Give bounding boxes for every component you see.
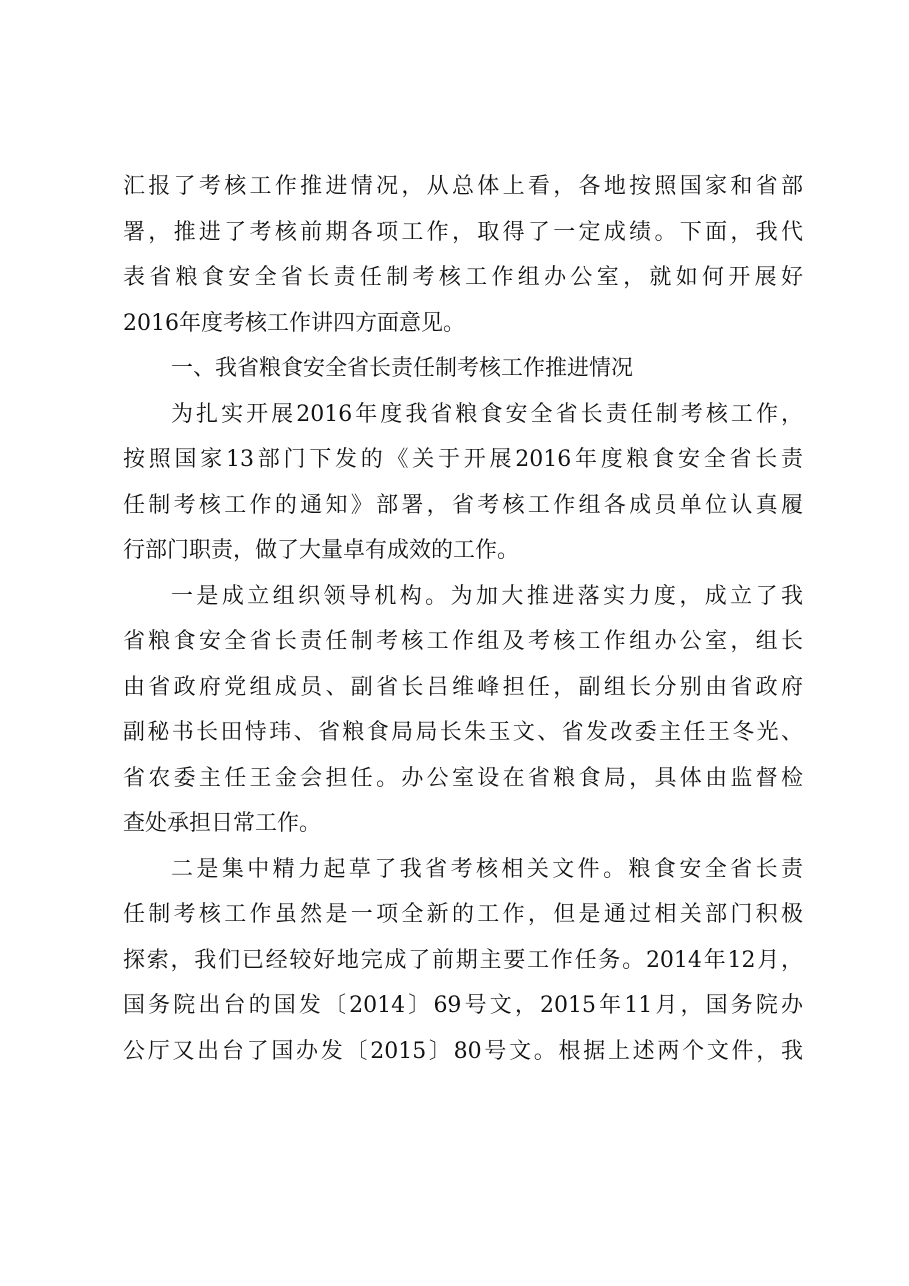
- text-line: 查处承担日常工作。: [123, 811, 322, 836]
- text-line: 汇报了考核工作推进情况，从总体上看，各地按照国家和省部: [123, 174, 803, 199]
- text-line: 一是成立组织领导机构。为加大推进落实力度，成立了我: [171, 583, 803, 609]
- text-line: 行部门职责，做了大量卓有成效的工作。: [123, 538, 520, 563]
- text-line: 按照国家13部门下发的《关于开展2016年度粮食安全省长责: [123, 447, 803, 472]
- text-line: 省农委主任王金会担任。办公室设在省粮食局，具体由监督检: [123, 765, 803, 791]
- paragraph: [123, 847, 803, 1075]
- text-line: 任制考核工作的通知》部署，省考核工作组各成员单位认真履: [123, 492, 803, 518]
- paragraph: [123, 164, 803, 346]
- text-line: 二是集中精力起草了我省考核相关文件。粮食安全省长责: [171, 856, 803, 882]
- text-line: 一、我省粮食安全省长责任制考核工作推进情况: [171, 356, 634, 381]
- text-line: 国务院出台的国发〔2014〕69号文，2015年11月，国务院办: [123, 993, 803, 1018]
- text-line: 任制考核工作虽然是一项全新的工作，但是通过相关部门积极: [123, 902, 803, 927]
- text-line: 2016年度考核工作讲四方面意见。: [123, 310, 465, 336]
- text-line: 由省政府党组成员、副省长吕维峰担任，副组长分别由省政府: [123, 674, 803, 700]
- section-heading: [123, 346, 803, 392]
- paragraph: [123, 574, 803, 847]
- text-line: 公厅又出台了国办发〔2015〕80号文。根据上述两个文件，我: [123, 1038, 803, 1064]
- text-line: 探索，我们已经较好地完成了前期主要工作任务。2014年12月，: [123, 947, 803, 973]
- paragraph: [123, 392, 803, 574]
- text-line: 副秘书长田恃玮、省粮食局局长朱玉文、省发改委主任王冬光、: [123, 720, 803, 745]
- document-body: [123, 164, 803, 1074]
- text-line: 省粮食安全省长责任制考核工作组及考核工作组办公室，组长: [123, 629, 803, 654]
- text-line: 为扎实开展2016年度我省粮食安全省长责任制考核工作，: [171, 401, 803, 427]
- text-line: 署，推进了考核前期各项工作，取得了一定成绩。下面，我代: [123, 219, 803, 245]
- text-line: 表省粮食安全省长责任制考核工作组办公室，就如何开展好: [123, 265, 803, 290]
